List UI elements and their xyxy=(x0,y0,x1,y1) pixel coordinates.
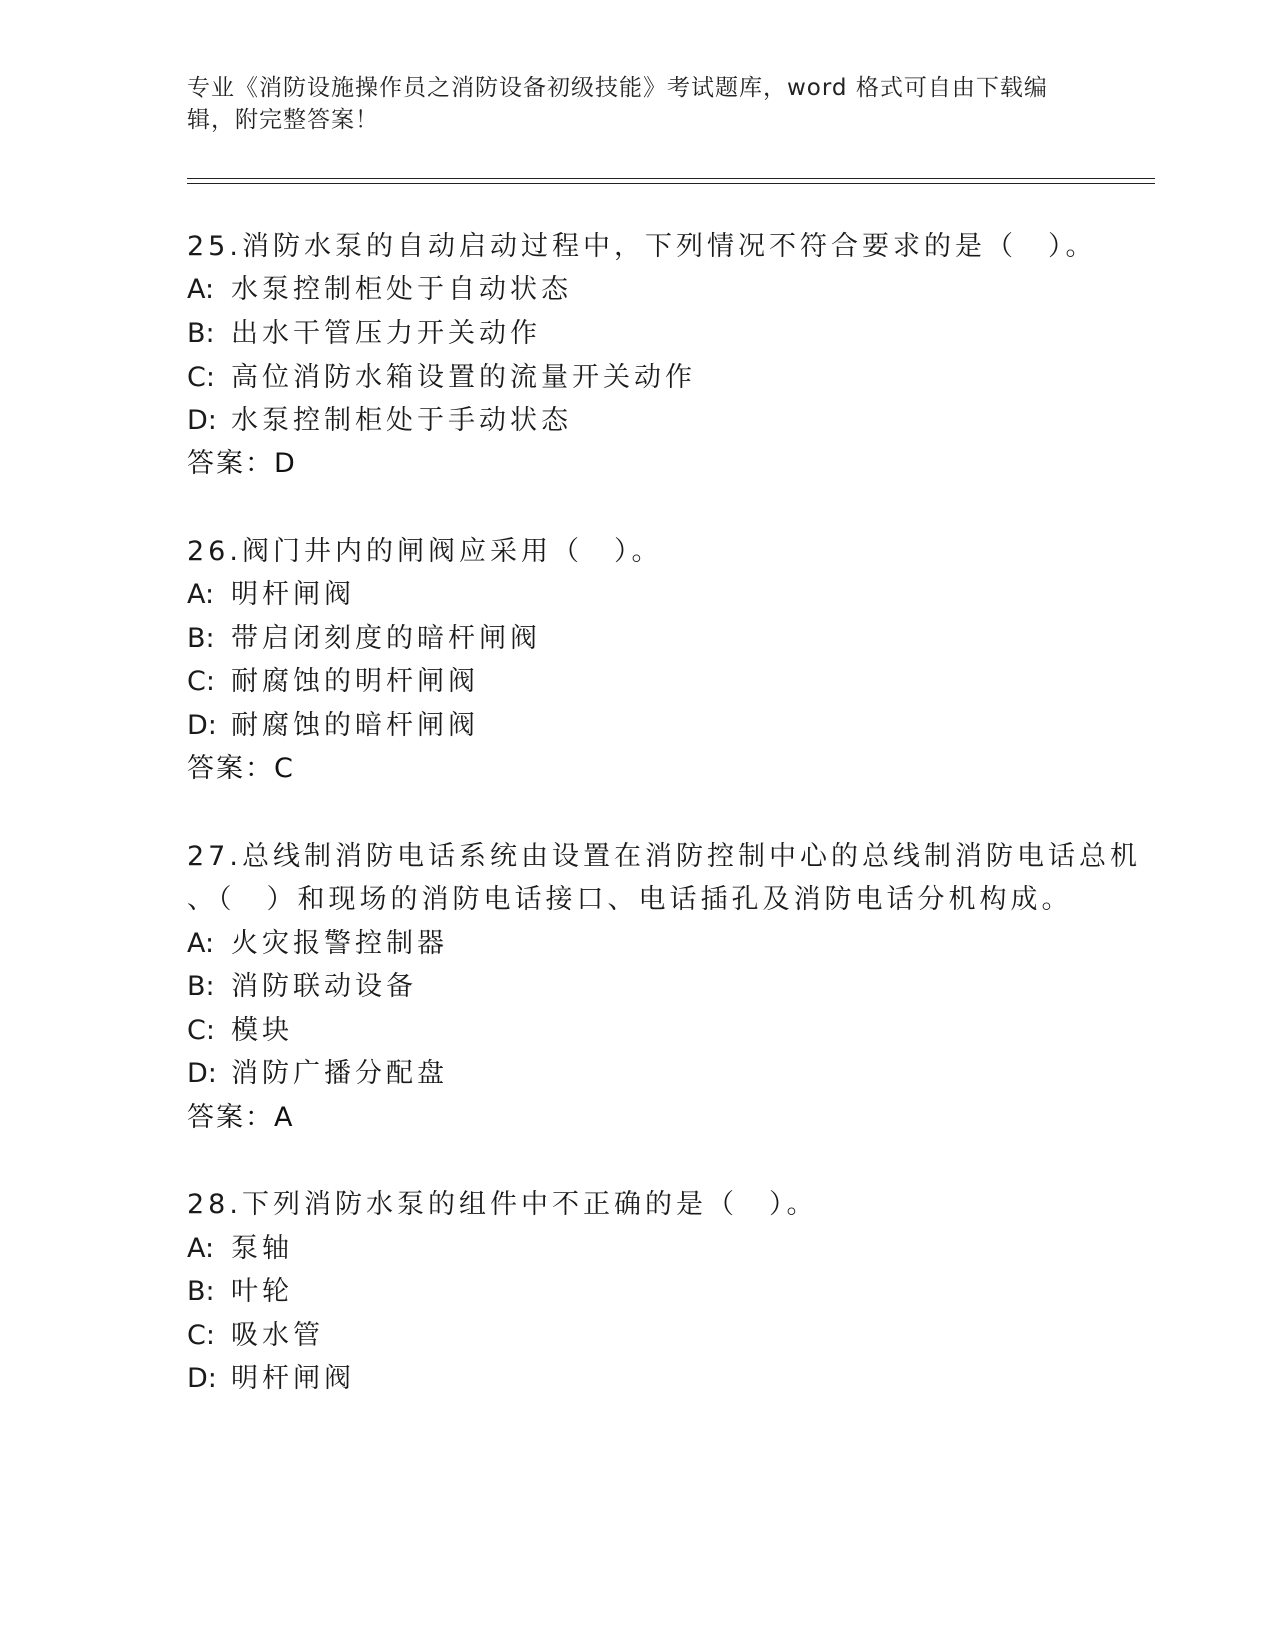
option-letter: D: xyxy=(187,1058,217,1089)
option-letter: D: xyxy=(187,1363,217,1394)
question-26-stem: 26.阀门井内的闸阀应采用（ ）。 xyxy=(187,536,663,567)
question-25-option-c xyxy=(187,361,696,395)
header-line-2: 辑，附完整答案！ xyxy=(187,107,379,133)
option-text: 消防联动设备 xyxy=(231,971,417,1002)
option-letter: A: xyxy=(187,1233,215,1264)
option-text: 高位消防水箱设置的流量开关动作 xyxy=(231,362,696,393)
question-25-option-d xyxy=(187,404,572,438)
option-letter: D: xyxy=(187,405,217,436)
question-27-option-d xyxy=(187,1057,448,1091)
option-text: 泵轴 xyxy=(231,1233,293,1264)
question-28-option-b xyxy=(187,1275,293,1309)
question-26-option-a xyxy=(187,578,355,612)
option-letter: B: xyxy=(187,623,215,654)
question-26-option-b xyxy=(187,622,541,656)
option-letter: B: xyxy=(187,318,215,349)
question-27-option-a xyxy=(187,927,448,961)
option-text: 模块 xyxy=(231,1015,293,1046)
option-letter: A: xyxy=(187,928,215,959)
question-28-stem: 28.下列消防水泵的组件中不正确的是（ ）。 xyxy=(187,1189,818,1220)
question-27-stem-line-2: 、（ ）和现场的消防电话接口、电话插孔及消防电话分机构成。 xyxy=(187,884,1073,915)
question-25-answer: 答案：D xyxy=(187,448,297,479)
header-divider-top xyxy=(187,178,1155,179)
header-line-1: 专业《消防设施操作员之消防设备初级技能》考试题库，word 格式可自由下载编 xyxy=(187,75,1048,101)
question-27-answer: 答案：A xyxy=(187,1102,295,1133)
option-text: 耐腐蚀的明杆闸阀 xyxy=(231,666,479,697)
question-26-option-c xyxy=(187,665,479,699)
question-27-option-c xyxy=(187,1014,293,1048)
option-letter: A: xyxy=(187,579,215,610)
option-letter: D: xyxy=(187,710,217,741)
option-text: 消防广播分配盘 xyxy=(231,1058,448,1089)
document-header xyxy=(187,72,1067,136)
option-text: 吸水管 xyxy=(231,1320,324,1351)
option-text: 叶轮 xyxy=(231,1276,293,1307)
option-letter: A: xyxy=(187,274,215,305)
option-letter: C: xyxy=(187,1015,215,1046)
question-26-answer: 答案：C xyxy=(187,753,295,784)
option-letter: C: xyxy=(187,362,215,393)
question-25-option-a xyxy=(187,273,572,307)
question-27-stem-line-1: 27.总线制消防电话系统由设置在消防控制中心的总线制消防电话总机 xyxy=(187,841,1141,872)
option-letter: C: xyxy=(187,1320,215,1351)
question-25-option-b xyxy=(187,317,541,351)
option-text: 带启闭刻度的暗杆闸阀 xyxy=(231,623,541,654)
question-28-option-d xyxy=(187,1362,355,1396)
option-text: 火灾报警控制器 xyxy=(231,928,448,959)
header-divider-bottom xyxy=(187,183,1155,184)
option-text: 明杆闸阀 xyxy=(231,579,355,610)
option-letter: B: xyxy=(187,971,215,1002)
option-letter: C: xyxy=(187,666,215,697)
option-text: 耐腐蚀的暗杆闸阀 xyxy=(231,710,479,741)
question-26-option-d xyxy=(187,709,479,743)
option-text: 明杆闸阀 xyxy=(231,1363,355,1394)
option-text: 水泵控制柜处于手动状态 xyxy=(231,405,572,436)
question-28-option-c xyxy=(187,1319,324,1353)
question-27-option-b xyxy=(187,970,417,1004)
option-text: 水泵控制柜处于自动状态 xyxy=(231,274,572,305)
question-25-stem: 25.消防水泵的自动启动过程中，下列情况不符合要求的是（ ）。 xyxy=(187,231,1097,262)
option-letter: B: xyxy=(187,1276,215,1307)
option-text: 出水干管压力开关动作 xyxy=(231,318,541,349)
question-28-option-a xyxy=(187,1232,293,1266)
